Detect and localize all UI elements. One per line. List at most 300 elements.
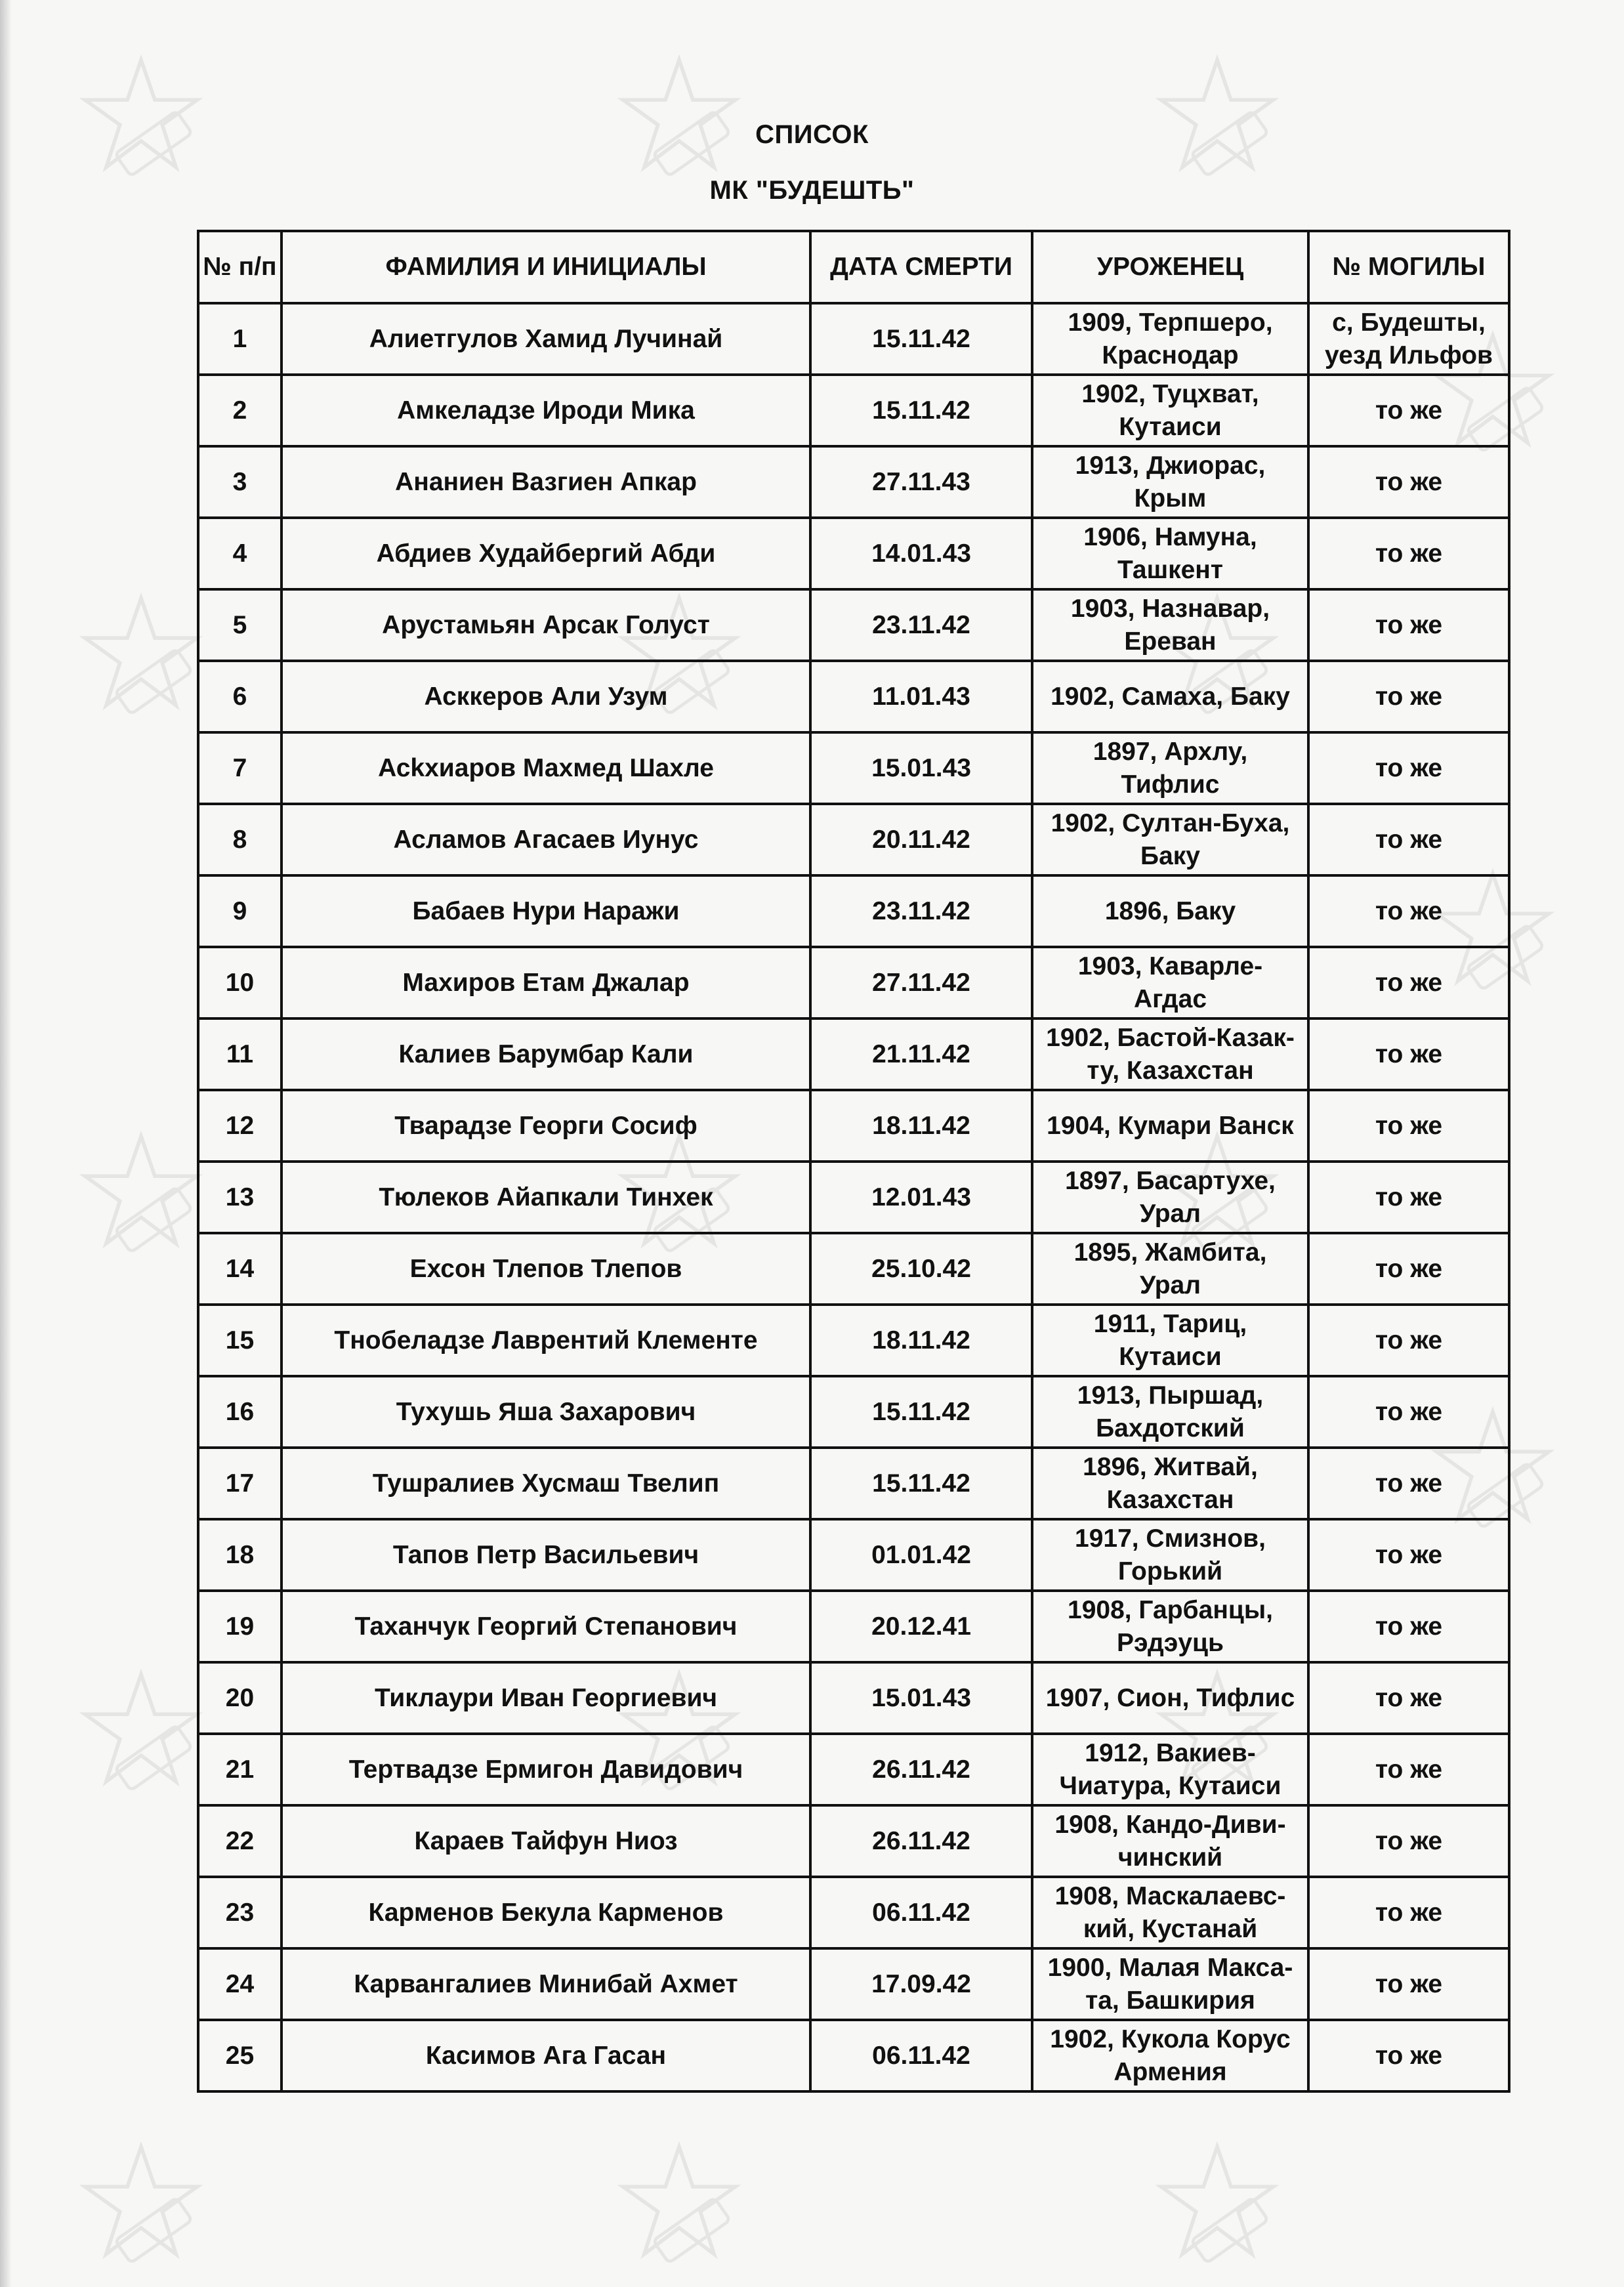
cell-grave	[1308, 1734, 1509, 1805]
cell-origin-line: 1913, Пыршад,	[1077, 1381, 1264, 1410]
cell-origin-line: 1896, Баку	[1104, 896, 1236, 925]
cell-name	[281, 1591, 810, 1662]
cell-death-date	[810, 518, 1032, 589]
cell-death-date-line: 15.11.42	[872, 1469, 970, 1498]
cell-origin	[1032, 1948, 1308, 2020]
cell-grave-line: то же	[1375, 2041, 1443, 2070]
cell-number	[198, 518, 281, 589]
cell-origin-line: Ереван	[1124, 627, 1217, 656]
cell-death-date-line: 15.11.42	[872, 396, 970, 425]
watermark-stamp	[79, 52, 203, 177]
cell-origin-line: 1902, Бастой-Казак-	[1046, 1023, 1295, 1052]
cell-number-line: 24	[225, 1969, 255, 1998]
cell-death-date	[810, 804, 1032, 875]
table-row	[198, 947, 1509, 1018]
cell-death-date	[810, 1233, 1032, 1305]
cell-grave-line: то же	[1375, 1612, 1443, 1641]
cell-name-line: Тапов Петр Васильевич	[392, 1540, 699, 1569]
cell-number-line: 9	[232, 896, 247, 925]
cell-death-date-line: 27.11.43	[872, 467, 970, 496]
cell-origin-line: та, Башкирия	[1085, 1986, 1255, 2015]
cell-death-date-line: 12.01.43	[871, 1183, 971, 1211]
watermark-stamp	[617, 2139, 741, 2264]
cell-death-date	[810, 947, 1032, 1018]
cell-origin-line: Краснодар	[1102, 341, 1239, 369]
cell-origin-line: 1902, Туцхват,	[1081, 379, 1259, 408]
cell-grave	[1308, 375, 1509, 446]
cell-death-date	[810, 303, 1032, 375]
cell-name	[281, 1734, 810, 1805]
cell-name	[281, 732, 810, 804]
cell-grave	[1308, 661, 1509, 732]
cell-origin-line: Кутаиси	[1119, 1342, 1222, 1371]
cell-grave-line: то же	[1375, 1469, 1443, 1498]
cell-death-date-line: 15.01.43	[871, 1683, 971, 1712]
cell-origin-line: Тифлис	[1121, 770, 1220, 799]
cell-origin-line: 1903, Каварле-	[1077, 952, 1263, 980]
cell-origin-line: 1917, Смизнов,	[1075, 1524, 1266, 1553]
table-row	[198, 2020, 1509, 2091]
cell-number	[198, 1877, 281, 1948]
cell-death-date-line: 15.11.42	[872, 1397, 970, 1426]
cell-grave-line: то же	[1375, 753, 1443, 782]
cell-origin-line: 1908, Маскалаевс-	[1054, 1881, 1286, 1910]
cell-origin	[1032, 1376, 1308, 1448]
cell-grave-line: то же	[1375, 1826, 1443, 1855]
table-row	[198, 1376, 1509, 1448]
cell-number-line: 11	[226, 1039, 254, 1068]
cell-grave-line: то же	[1375, 1540, 1443, 1569]
cell-origin-line: Чиатура, Кутаиси	[1059, 1771, 1281, 1800]
cell-origin-line: чинский	[1117, 1843, 1223, 1872]
cell-name	[281, 589, 810, 661]
cell-name	[281, 875, 810, 947]
cell-name	[281, 375, 810, 446]
cell-origin-line: Кутаиси	[1119, 412, 1222, 441]
cell-origin	[1032, 947, 1308, 1018]
cell-grave	[1308, 1018, 1509, 1090]
cell-death-date	[810, 732, 1032, 804]
cell-death-date-line: 26.11.42	[872, 1755, 970, 1784]
cell-grave	[1308, 1662, 1509, 1734]
cell-name-line: Асkхиаров Махмед Шахле	[378, 753, 714, 782]
cell-death-date	[810, 1662, 1032, 1734]
cell-number	[198, 1448, 281, 1519]
cell-grave-line: то же	[1375, 1039, 1443, 1068]
cell-death-date-line: 11.01.43	[872, 682, 970, 711]
cell-death-date	[810, 1948, 1032, 2020]
cell-name	[281, 1519, 810, 1591]
cell-origin-line: кий, Кустанай	[1083, 1914, 1258, 1943]
cell-name-line: Тухушь Яша Захарович	[396, 1397, 696, 1426]
cell-grave-line: то же	[1375, 1326, 1443, 1354]
cell-origin	[1032, 446, 1308, 518]
cell-origin	[1032, 732, 1308, 804]
cell-number-line: 6	[232, 682, 247, 711]
cell-origin-line: Урал	[1139, 1199, 1201, 1228]
cell-number	[198, 1305, 281, 1376]
cell-grave-line: то же	[1375, 1111, 1443, 1140]
cell-death-date-line: 23.11.42	[872, 610, 970, 639]
cell-grave	[1308, 303, 1509, 375]
cell-grave-line: то же	[1375, 1898, 1443, 1927]
cell-grave-line: то же	[1375, 1969, 1443, 1998]
cell-number	[198, 1018, 281, 1090]
document-title: СПИСОК	[755, 120, 869, 149]
cell-number	[198, 1734, 281, 1805]
cell-death-date-line: 15.11.42	[872, 324, 970, 353]
cell-death-date-line: 20.12.41	[871, 1612, 971, 1641]
cell-origin	[1032, 1090, 1308, 1162]
table-row	[198, 375, 1509, 446]
cell-grave	[1308, 1448, 1509, 1519]
cell-death-date	[810, 1448, 1032, 1519]
cell-origin	[1032, 1018, 1308, 1090]
cell-name-line: Бабаев Нури Наражи	[412, 896, 680, 925]
cell-name	[281, 518, 810, 589]
cell-death-date	[810, 1376, 1032, 1448]
cell-number-line: 25	[225, 2041, 255, 2070]
cell-origin	[1032, 303, 1308, 375]
cell-name	[281, 303, 810, 375]
cell-origin-line: 1908, Гарбанцы,	[1068, 1595, 1273, 1624]
cell-origin-line: 1911, Тариц,	[1093, 1309, 1247, 1338]
cell-death-date-line: 17.09.42	[871, 1969, 971, 1998]
cell-grave	[1308, 1877, 1509, 1948]
cell-origin-line: Крым	[1134, 484, 1207, 513]
cell-number-line: 23	[225, 1898, 255, 1927]
cell-grave-line: с, Будешты,	[1332, 308, 1486, 337]
cell-grave-line: то же	[1375, 1683, 1443, 1712]
cell-death-date	[810, 589, 1032, 661]
cell-name-line: Карменов Бекула Карменов	[368, 1898, 724, 1927]
cell-grave-line: то же	[1375, 610, 1443, 639]
cell-name-line: Амкеладзе Ироди Мика	[397, 396, 695, 425]
cell-origin-line: Ташкент	[1117, 555, 1223, 584]
cell-number	[198, 1591, 281, 1662]
cell-grave	[1308, 589, 1509, 661]
cell-number	[198, 1662, 281, 1734]
cell-name-line: Тушралиев Хусмаш Твелип	[372, 1469, 720, 1498]
cell-grave	[1308, 1376, 1509, 1448]
watermark-stamp	[1155, 2139, 1280, 2264]
cell-grave-line: то же	[1375, 467, 1443, 496]
table-header-row	[198, 231, 1509, 303]
cell-name	[281, 1162, 810, 1233]
cell-name-line: Ехсон Тлепов Тлепов	[409, 1254, 682, 1283]
table-row	[198, 1948, 1509, 2020]
cell-grave	[1308, 875, 1509, 947]
cell-origin-line: 1907, Сион, Тифлис	[1045, 1683, 1295, 1712]
cell-number	[198, 1519, 281, 1591]
cell-origin-line: 1902, Самаха, Баку	[1051, 682, 1290, 711]
cell-grave	[1308, 1591, 1509, 1662]
cell-grave	[1308, 1948, 1509, 2020]
cell-number	[198, 661, 281, 732]
cell-grave	[1308, 1233, 1509, 1305]
cell-death-date	[810, 1877, 1032, 1948]
burial-list-table	[197, 230, 1510, 2093]
cell-number	[198, 375, 281, 446]
cell-death-date	[810, 1018, 1032, 1090]
cell-death-date	[810, 1162, 1032, 1233]
cell-number	[198, 1233, 281, 1305]
cell-origin-line: 1900, Малая Макса-	[1047, 1953, 1293, 1982]
cell-grave-line: то же	[1375, 896, 1443, 925]
scan-edge-shadow	[0, 0, 12, 2287]
cell-name-line: Касимов Ага Гасан	[425, 2041, 667, 2070]
cell-grave	[1308, 1305, 1509, 1376]
cell-grave-line: то же	[1375, 539, 1443, 568]
cell-origin-line: ту, Казахстан	[1087, 1056, 1254, 1085]
cell-origin	[1032, 875, 1308, 947]
cell-origin	[1032, 1662, 1308, 1734]
cell-death-date-line: 27.11.42	[872, 968, 970, 997]
table-row	[198, 1448, 1509, 1519]
cell-number	[198, 1376, 281, 1448]
watermark-stamp	[79, 1129, 203, 1253]
table-row	[198, 804, 1509, 875]
cell-origin	[1032, 1877, 1308, 1948]
cell-death-date	[810, 1090, 1032, 1162]
cell-grave	[1308, 732, 1509, 804]
cell-grave	[1308, 947, 1509, 1018]
cell-name-line: Махиров Етам Джалар	[402, 968, 690, 997]
cell-grave-line: то же	[1375, 1397, 1443, 1426]
table-row	[198, 303, 1509, 375]
cell-grave	[1308, 1519, 1509, 1591]
table-row	[198, 875, 1509, 947]
cell-origin	[1032, 1805, 1308, 1877]
table-row	[198, 1662, 1509, 1734]
cell-number-line: 8	[232, 825, 247, 854]
cell-number	[198, 732, 281, 804]
cell-grave-line: то же	[1375, 1183, 1443, 1211]
cell-death-date-line: 06.11.42	[872, 2041, 970, 2070]
cell-death-date	[810, 875, 1032, 947]
cell-death-date	[810, 1519, 1032, 1591]
table-row	[198, 1090, 1509, 1162]
cell-number-line: 1	[232, 324, 247, 353]
cell-grave	[1308, 1090, 1509, 1162]
cell-name-line: Таханчук Георгий Степанович	[354, 1612, 738, 1641]
cell-name	[281, 1376, 810, 1448]
cell-name-line: Караев Тайфун Ниоз	[414, 1826, 678, 1855]
table-row	[198, 1734, 1509, 1805]
cell-number-line: 12	[225, 1111, 255, 1140]
cell-death-date-line: 23.11.42	[872, 896, 970, 925]
cell-origin-line: 1913, Джиорас,	[1075, 451, 1266, 480]
cell-name-line: Абдиев Худайбергий Абди	[376, 539, 716, 568]
cell-grave	[1308, 446, 1509, 518]
cell-number-line: 22	[225, 1826, 255, 1855]
cell-death-date-line: 01.01.42	[871, 1540, 971, 1569]
watermark-stamp	[1155, 52, 1280, 177]
cell-number-line: 16	[225, 1397, 255, 1426]
cell-number-line: 4	[232, 539, 247, 568]
header-name: ФАМИЛИЯ И ИНИЦИАЛЫ	[281, 231, 810, 303]
cell-death-date	[810, 1305, 1032, 1376]
table-row	[198, 1591, 1509, 1662]
cell-number-line: 15	[225, 1326, 255, 1354]
cell-origin-line: Урал	[1139, 1270, 1201, 1299]
cell-death-date-line: 18.11.42	[872, 1326, 970, 1354]
cell-grave-line: то же	[1375, 1254, 1443, 1283]
cell-death-date	[810, 1591, 1032, 1662]
cell-death-date	[810, 661, 1032, 732]
cell-number-line: 10	[225, 968, 255, 997]
cell-name-line: Асккеров Али Узум	[424, 682, 668, 711]
cell-death-date-line: 20.11.42	[872, 825, 970, 854]
cell-number	[198, 2020, 281, 2091]
table-row	[198, 1305, 1509, 1376]
cell-origin	[1032, 804, 1308, 875]
watermark-stamp	[617, 52, 741, 177]
cell-origin-line: Агдас	[1133, 984, 1207, 1013]
cell-number-line: 14	[225, 1254, 255, 1283]
cell-number-line: 17	[225, 1469, 255, 1498]
cell-origin	[1032, 1305, 1308, 1376]
cell-origin	[1032, 1519, 1308, 1591]
cell-name	[281, 446, 810, 518]
cell-name	[281, 1662, 810, 1734]
cell-origin-line: Рэдэуць	[1117, 1628, 1224, 1657]
cell-origin-line: Бахдотский	[1096, 1414, 1245, 1442]
table-row	[198, 732, 1509, 804]
cell-origin-line: 1895, Жамбита,	[1073, 1238, 1267, 1267]
cell-death-date-line: 15.01.43	[871, 753, 971, 782]
cell-name	[281, 1090, 810, 1162]
cell-origin	[1032, 2020, 1308, 2091]
cell-name	[281, 1805, 810, 1877]
table-row	[198, 1162, 1509, 1233]
cell-name	[281, 947, 810, 1018]
cell-name	[281, 1018, 810, 1090]
cell-name-line: Арустамьян Арсак Голуст	[382, 610, 710, 639]
cell-name-line: Карвангалиев Минибай Ахмет	[354, 1969, 738, 1998]
cell-number	[198, 589, 281, 661]
cell-grave	[1308, 2020, 1509, 2091]
cell-grave-line: то же	[1375, 396, 1443, 425]
cell-origin-line: 1909, Терпшеро,	[1068, 308, 1273, 337]
cell-name-line: Тиклаури Иван Георгиевич	[374, 1683, 718, 1712]
cell-origin	[1032, 518, 1308, 589]
cell-grave-line: то же	[1375, 825, 1443, 854]
watermark-stamp	[79, 2139, 203, 2264]
cell-name-line: Ананиен Вазгиен Апкар	[395, 467, 697, 496]
cell-number-line: 2	[232, 396, 247, 425]
cell-origin-line: 1896, Житвай,	[1083, 1452, 1258, 1481]
header-grave: № МОГИЛЫ	[1308, 231, 1509, 303]
cell-death-date-line: 21.11.42	[872, 1039, 970, 1068]
table-row	[198, 661, 1509, 732]
cell-name-line: Тнобеладзе Лаврентий Клементе	[334, 1326, 758, 1354]
cell-origin-line: 1902, Кукола Корус	[1050, 2025, 1291, 2053]
cell-name	[281, 1877, 810, 1948]
table-row	[198, 1018, 1509, 1090]
header-origin: УРОЖЕНЕЦ	[1032, 231, 1308, 303]
header-death-date: ДАТА СМЕРТИ	[810, 231, 1032, 303]
table-row	[198, 589, 1509, 661]
table-row	[198, 446, 1509, 518]
cell-name-line: Тварадзе Георги Сосиф	[394, 1111, 697, 1140]
document-subtitle: МК "БУДЕШТЬ"	[709, 176, 915, 205]
cell-origin	[1032, 589, 1308, 661]
cell-number-line: 20	[225, 1683, 255, 1712]
cell-origin-line: 1903, Назнавар,	[1070, 594, 1270, 623]
cell-number	[198, 1090, 281, 1162]
table-row	[198, 1805, 1509, 1877]
cell-grave	[1308, 1162, 1509, 1233]
cell-origin-line: 1897, Басартухе,	[1065, 1166, 1276, 1195]
cell-death-date-line: 14.01.43	[871, 539, 971, 568]
cell-origin-line: Казахстан	[1106, 1485, 1234, 1514]
cell-origin-line: 1897, Архлу,	[1093, 737, 1248, 766]
cell-number	[198, 1948, 281, 2020]
cell-name	[281, 2020, 810, 2091]
cell-number	[198, 804, 281, 875]
cell-origin	[1032, 1448, 1308, 1519]
cell-origin	[1032, 1233, 1308, 1305]
cell-death-date-line: 25.10.42	[871, 1254, 971, 1283]
cell-grave-line: уезд Ильфов	[1324, 341, 1493, 369]
cell-grave-line: то же	[1375, 968, 1443, 997]
cell-name	[281, 1948, 810, 2020]
cell-name	[281, 804, 810, 875]
cell-grave	[1308, 804, 1509, 875]
cell-origin	[1032, 1734, 1308, 1805]
cell-number-line: 18	[225, 1540, 255, 1569]
cell-origin	[1032, 1162, 1308, 1233]
cell-grave-line: то же	[1375, 682, 1443, 711]
cell-origin-line: Армения	[1114, 2057, 1227, 2086]
cell-number	[198, 446, 281, 518]
cell-number	[198, 1162, 281, 1233]
cell-origin	[1032, 661, 1308, 732]
cell-number-line: 21	[225, 1755, 255, 1784]
cell-number	[198, 1805, 281, 1877]
cell-name	[281, 1233, 810, 1305]
watermark-stamp	[79, 591, 203, 715]
cell-death-date	[810, 1805, 1032, 1877]
cell-number-line: 19	[225, 1612, 255, 1641]
table-row	[198, 518, 1509, 589]
watermark-stamp	[79, 1667, 203, 1792]
cell-name	[281, 1448, 810, 1519]
header-number: № п/п	[198, 231, 281, 303]
cell-death-date	[810, 375, 1032, 446]
cell-number	[198, 303, 281, 375]
cell-death-date-line: 18.11.42	[872, 1111, 970, 1140]
cell-number	[198, 875, 281, 947]
cell-origin-line: 1906, Намуна,	[1083, 522, 1257, 551]
cell-death-date-line: 26.11.42	[872, 1826, 970, 1855]
cell-name-line: Калиев Барумбар Кали	[398, 1039, 694, 1068]
cell-name-line: Тюлеков Айапкали Тинхек	[379, 1183, 713, 1211]
cell-origin-line: Баку	[1140, 841, 1200, 870]
cell-grave	[1308, 518, 1509, 589]
cell-name-line: Асламов Агасаев Иунус	[393, 825, 699, 854]
table-row	[198, 1233, 1509, 1305]
cell-origin-line: 1912, Вакиев-	[1085, 1738, 1256, 1767]
cell-name	[281, 661, 810, 732]
cell-grave-line: то же	[1375, 1755, 1443, 1784]
cell-origin	[1032, 1591, 1308, 1662]
cell-name-line: Тертвадзе Ермигон Давидович	[348, 1755, 743, 1784]
cell-grave	[1308, 1805, 1509, 1877]
cell-death-date	[810, 2020, 1032, 2091]
cell-number-line: 3	[232, 467, 247, 496]
